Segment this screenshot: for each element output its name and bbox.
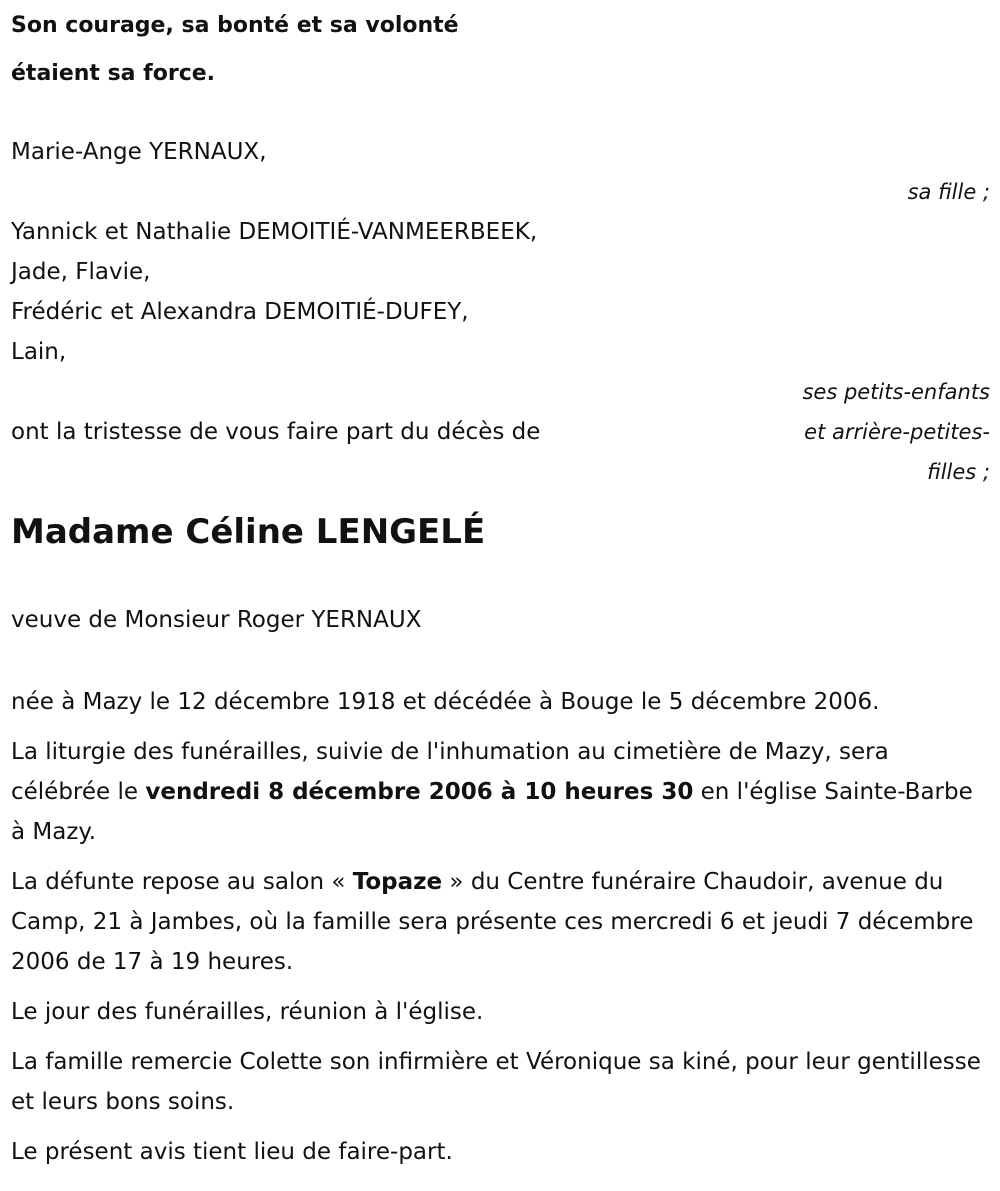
motto-line-1: Son courage, sa bonté et sa volonté <box>11 13 459 38</box>
liturgy-text-after: en l'église Sainte-Barbe à Mazy. <box>11 779 973 845</box>
obituary-notice <box>0 2 1000 1172</box>
birth-death-paragraph: née à Mazy le 12 décembre 1918 et décédée à Bouge le 5 décembre 2006. <box>11 689 880 715</box>
rest-paragraph <box>11 862 990 982</box>
relation-sa-fille: sa fille ; <box>907 180 990 204</box>
daughter-name: Marie-Ange YERNAUX, <box>11 139 267 165</box>
motto-line-2: étaient sa force. <box>11 61 216 86</box>
grandchildren-relation <box>760 372 990 492</box>
announcement-line: ont la tristesse de vous faire part du décès de <box>11 419 541 445</box>
spacer-line <box>11 372 760 412</box>
grandchild-line-3: Frédéric et Alexandra DEMOITIÉ-DUFEY, <box>11 299 469 325</box>
thanks-paragraph: La famille remercie Colette son infirmière et Véronique sa kiné, pour leur gentillesse et leurs bons soins. <box>11 1049 981 1115</box>
grandchildren-names <box>11 212 760 492</box>
grandchild-line-4: Lain, <box>11 339 67 365</box>
deceased-name: Madame Céline LENGELÉ <box>11 512 486 552</box>
daughter-names <box>11 132 908 212</box>
grandchild-line-1: Yannick et Nathalie DEMOITIÉ-VANMEERBEEK, <box>11 219 538 245</box>
widow-of: veuve de Monsieur Roger YERNAUX <box>11 607 422 633</box>
relation-line-2: et arrière-petites- <box>804 420 990 444</box>
notice-paragraph: Le présent avis tient lieu de faire-part. <box>11 1139 453 1165</box>
liturgy-paragraph <box>11 732 990 852</box>
liturgy-text-before: La liturgie des funérailles, suivie de l'inhumation au cimetière de Mazy, sera célébrée le <box>11 739 889 805</box>
motto <box>11 2 990 98</box>
family-daughter <box>11 132 990 212</box>
relation-line-1: ses petits-enfants <box>802 380 990 404</box>
grandchild-line-2: Jade, Flavie, <box>11 259 151 285</box>
meeting-paragraph: Le jour des funérailles, réunion à l'église. <box>11 999 484 1025</box>
daughter-relation <box>908 172 990 212</box>
rest-text-before: La défunte repose au salon « <box>11 869 353 895</box>
family-grandchildren <box>11 212 990 492</box>
liturgy-date-time: vendredi 8 décembre 2006 à 10 heures 30 <box>145 779 694 805</box>
relation-line-3: filles ; <box>927 460 990 484</box>
rest-text-after: » du Centre funéraire Chaudoir, avenue du Camp, 21 à Jambes, où la famille sera présente ces mercredi 6 et jeudi 7 décembre 2006 de 17 à 19 heures. <box>11 869 974 975</box>
salon-name: Topaze <box>352 869 443 895</box>
